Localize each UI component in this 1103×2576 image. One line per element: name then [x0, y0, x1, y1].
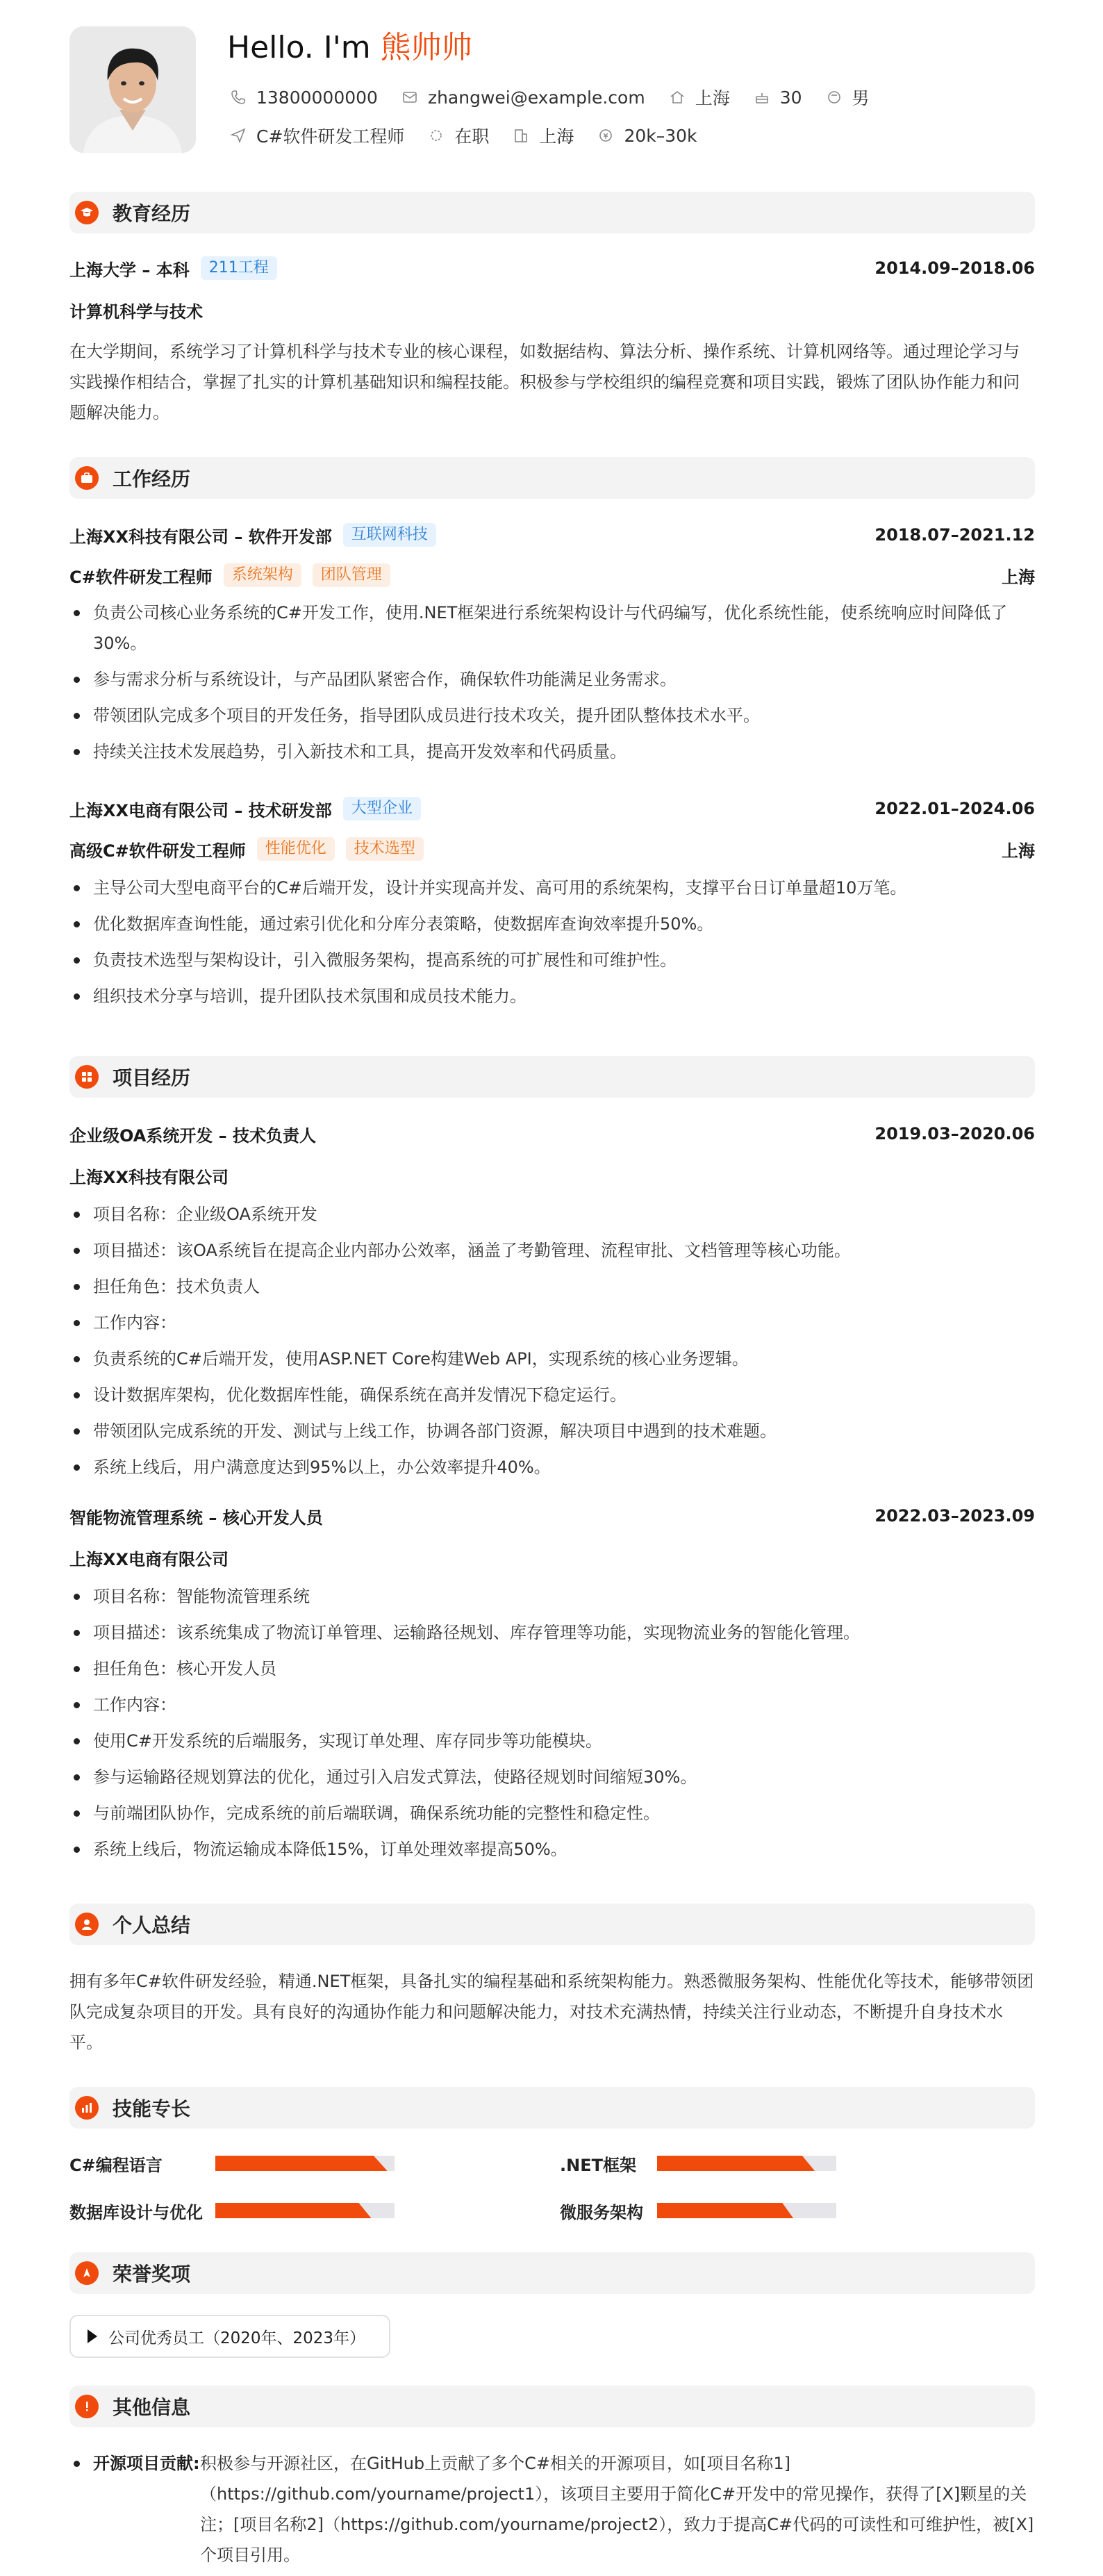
- gender-icon: [826, 89, 843, 106]
- email[interactable]: zhangwei@example.com: [401, 88, 645, 108]
- section-education: 教育经历: [69, 192, 1035, 233]
- role-tag: 团队管理: [313, 563, 390, 587]
- skill-bar: [215, 2203, 395, 2218]
- company: 上海XX科技有限公司 – 软件开发部: [69, 527, 332, 547]
- list-item: 带领团队完成多个项目的开发任务，指导团队成员进行技术攻关，提升团队整体技术水平。: [69, 700, 1035, 731]
- user-icon: [75, 1913, 99, 1936]
- skill-bar-fill: [657, 2156, 815, 2171]
- list-item: 参与运输路径规划算法的优化，通过引入启发式算法，使路径规划时间缩短30%。: [69, 1762, 1035, 1792]
- job-header: [69, 795, 1035, 823]
- job-location: 上海: [1002, 567, 1035, 587]
- gender: 男: [826, 85, 870, 110]
- mail-icon: [401, 89, 418, 106]
- city: 上海: [669, 85, 730, 110]
- project-name: 企业级OA系统开发 – 技术负责人: [69, 1125, 317, 1146]
- phone: 13800000000: [230, 88, 378, 108]
- candidate-name: 熊帅帅: [380, 30, 472, 65]
- job-role: [69, 835, 1035, 863]
- money-icon: [597, 127, 614, 144]
- list-item: 负责公司核心业务系统的C#开发工作，使用.NET框架进行系统架构设计与代码编写，优化系统性能，使系统响应时间降低了30%。: [69, 597, 1035, 659]
- skill-name: 数据库设计与优化: [69, 2202, 203, 2222]
- school-tag: 211工程: [201, 256, 277, 280]
- greeting: Hello. I'm 熊帅帅: [227, 30, 472, 65]
- contact-row: [230, 85, 893, 110]
- list-item: 项目描述：该系统集成了物流订单管理、运输路径规划、库存管理等功能，实现物流业务的智能化管理。: [69, 1617, 1035, 1648]
- company: 上海XX电商有限公司 – 技术研发部: [69, 800, 332, 820]
- project-date: 2022.03–2023.09: [874, 1506, 1035, 1526]
- bar-chart-icon: [75, 2096, 99, 2120]
- avatar: [69, 26, 196, 153]
- list-item: 系统上线后，物流运输成本降低15%，订单处理效率提高50%。: [69, 1834, 1035, 1865]
- skill-bar: [657, 2203, 836, 2218]
- list-item: 持续关注技术发展趋势，引入新技术和工具，提高开发效率和代码质量。: [69, 736, 1035, 767]
- school: 上海大学 – 本科: [69, 260, 190, 280]
- job-header: [69, 521, 1035, 549]
- building-icon: [513, 127, 529, 144]
- company-tag: 大型企业: [343, 797, 421, 820]
- list-item: 与前端团队协作，完成系统的前后端联调，确保系统功能的完整性和稳定性。: [69, 1798, 1035, 1828]
- project-name: 智能物流管理系统 – 核心开发人员: [69, 1508, 323, 1528]
- list-item: 系统上线后，用户满意度达到95%以上，办公效率提升40%。: [69, 1452, 1035, 1483]
- education-date: 2014.09–2018.06: [874, 258, 1035, 278]
- role: C#软件研发工程师: [69, 567, 213, 587]
- caret-right-icon: [88, 2329, 97, 2343]
- project-company-row: [69, 1544, 1035, 1571]
- education-row: [69, 254, 1035, 282]
- job-bullets: [69, 597, 1035, 773]
- job-date: 2018.07–2021.12: [874, 525, 1035, 545]
- skill-bar: [215, 2156, 395, 2171]
- project-header: [69, 1502, 1035, 1530]
- list-item: 设计数据库架构，优化数据库性能，确保系统在高并发情况下稳定运行。: [69, 1380, 1035, 1410]
- grid-icon: [75, 1065, 99, 1089]
- company-tag: 互联网科技: [343, 523, 436, 547]
- list-item: 项目描述：该OA系统旨在提高企业内部办公效率，涵盖了考勤管理、流程审批、文档管理等核心功能。: [69, 1235, 1035, 1266]
- skill-item: [560, 2197, 836, 2224]
- section-skills: 技能专长: [69, 2087, 1035, 2129]
- role-tag: 系统架构: [224, 563, 301, 587]
- list-item: 负责技术选型与架构设计，引入微服务架构，提高系统的可扩展性和可维护性。: [69, 945, 1035, 975]
- award-toggle[interactable]: [69, 2315, 390, 2358]
- list-item: 项目名称：智能物流管理系统: [69, 1581, 1035, 1612]
- skill-name: .NET框架: [560, 2155, 636, 2175]
- age: 30: [754, 88, 802, 108]
- major-row: [69, 296, 1035, 324]
- job-bullets: [69, 873, 1035, 1017]
- salary: 20k–30k: [597, 126, 697, 146]
- job-date: 2022.01–2024.06: [874, 799, 1035, 818]
- skill-bar-fill: [215, 2156, 388, 2171]
- skill-item: [69, 2197, 395, 2224]
- project-company: 上海XX科技有限公司: [69, 1167, 229, 1187]
- bullet-dot: [74, 2461, 80, 2467]
- project-bullets: [69, 1199, 1035, 1488]
- graduation-cap-icon: [75, 201, 99, 224]
- other-item: [69, 2448, 1035, 2573]
- list-item: 项目名称：企业级OA系统开发: [69, 1199, 1035, 1230]
- list-item: 带领团队完成系统的开发、测试与上线工作，协调各部门资源，解决项目中遇到的技术难题。: [69, 1416, 1035, 1446]
- award-item: 公司优秀员工（2020年、2023年）: [108, 2329, 366, 2347]
- list-item: 担任角色：技术负责人: [69, 1271, 1035, 1302]
- other-text: 积极参与开源社区，在GitHub上贡献了多个C#相关的开源项目，如[项目名称1]（https://github.com/yourname/project1），该项目主要用于简化C#开发中的常见操作，获得了[X]颗星的关注；[项目名称2]（https://github.com/yourname/project2），致力于提高C#代码的可读性和可维护性，被[X]个项目引用。: [200, 2454, 1034, 2565]
- skill-bar-fill: [215, 2203, 371, 2218]
- role-tag: 技术选型: [346, 837, 424, 861]
- summary-text: 拥有多年C#软件研发经验，精通.NET框架，具备扎实的编程基础和系统架构能力。熟悉微服务架构、性能优化等技术，能够带领团队完成复杂项目的开发。具有良好的沟通协作能力和问题解决能力，对技术充满热情，持续关注行业动态，不断提升自身技术水平。: [69, 1972, 1034, 2052]
- award-icon: [75, 2261, 99, 2285]
- project-header: [69, 1120, 1035, 1148]
- project-company: 上海XX电商有限公司: [69, 1549, 229, 1569]
- skill-name: 微服务架构: [560, 2202, 643, 2222]
- section-awards: 荣誉奖项: [69, 2252, 1035, 2294]
- info-icon: [75, 2395, 99, 2418]
- home-icon: [669, 89, 686, 106]
- section-work: 工作经历: [69, 457, 1035, 499]
- profile-header: [69, 26, 1035, 153]
- section-projects: 项目经历: [69, 1056, 1035, 1098]
- list-item: 参与需求分析与系统设计，与产品团队紧密合作，确保软件功能满足业务需求。: [69, 664, 1035, 695]
- skill-name: C#编程语言: [69, 2155, 163, 2175]
- skill-bar: [657, 2156, 836, 2171]
- job-role: [69, 561, 1035, 589]
- section-other: 其他信息: [69, 2386, 1035, 2427]
- list-item: 优化数据库查询性能，通过索引优化和分库分表策略，使数据库查询效率提升50%。: [69, 909, 1035, 939]
- status-icon: [428, 127, 445, 144]
- list-item: 工作内容：: [69, 1307, 1035, 1338]
- education-desc: 在大学期间，系统学习了计算机科学与技术专业的核心课程，如数据结构、算法分析、操作系统、计算机网络等。通过理论学习与实践操作相结合，掌握了扎实的计算机基础知识和编程技能。积极参与学校组织的编程竞赛和项目实践，锻炼了团队协作能力和问题解决能力。: [69, 342, 1020, 422]
- section-summary: 个人总结: [69, 1904, 1035, 1945]
- phone-icon: [230, 89, 247, 106]
- list-item: 组织技术分享与培训，提升团队技术氛围和成员技术能力。: [69, 981, 1035, 1012]
- list-item: 主导公司大型电商平台的C#后端开发，设计并实现高并发、高可用的系统架构，支撑平台日订单量超10万笔。: [69, 873, 1035, 903]
- job-status: 在职: [428, 123, 489, 148]
- job-target: C#软件研发工程师: [230, 123, 404, 148]
- list-item: 担任角色：核心开发人员: [69, 1653, 1035, 1684]
- briefcase-icon: [75, 466, 99, 490]
- expected-city: 上海: [513, 123, 574, 148]
- list-item: 工作内容：: [69, 1690, 1035, 1720]
- role: 高级C#软件研发工程师: [69, 841, 246, 861]
- cake-icon: [754, 89, 770, 106]
- list-item: 负责系统的C#后端开发，使用ASP.NET Core构建Web API，实现系统的核心业务逻辑。: [69, 1344, 1035, 1374]
- job-location: 上海: [1002, 841, 1035, 861]
- project-bullets: [69, 1581, 1035, 1870]
- role-tag: 性能优化: [257, 837, 335, 861]
- project-date: 2019.03–2020.06: [874, 1124, 1035, 1143]
- list-item: 使用C#开发系统的后端服务，实现订单处理、库存同步等功能模块。: [69, 1726, 1035, 1756]
- project-company-row: [69, 1162, 1035, 1189]
- job-intent-row: [230, 123, 721, 148]
- other-label: 开源项目贡献:: [93, 2454, 200, 2473]
- send-icon: [230, 127, 247, 144]
- skill-bar-fill: [657, 2203, 793, 2218]
- skill-item: [69, 2149, 395, 2177]
- skill-item: [560, 2149, 836, 2177]
- major: 计算机科学与技术: [69, 302, 203, 322]
